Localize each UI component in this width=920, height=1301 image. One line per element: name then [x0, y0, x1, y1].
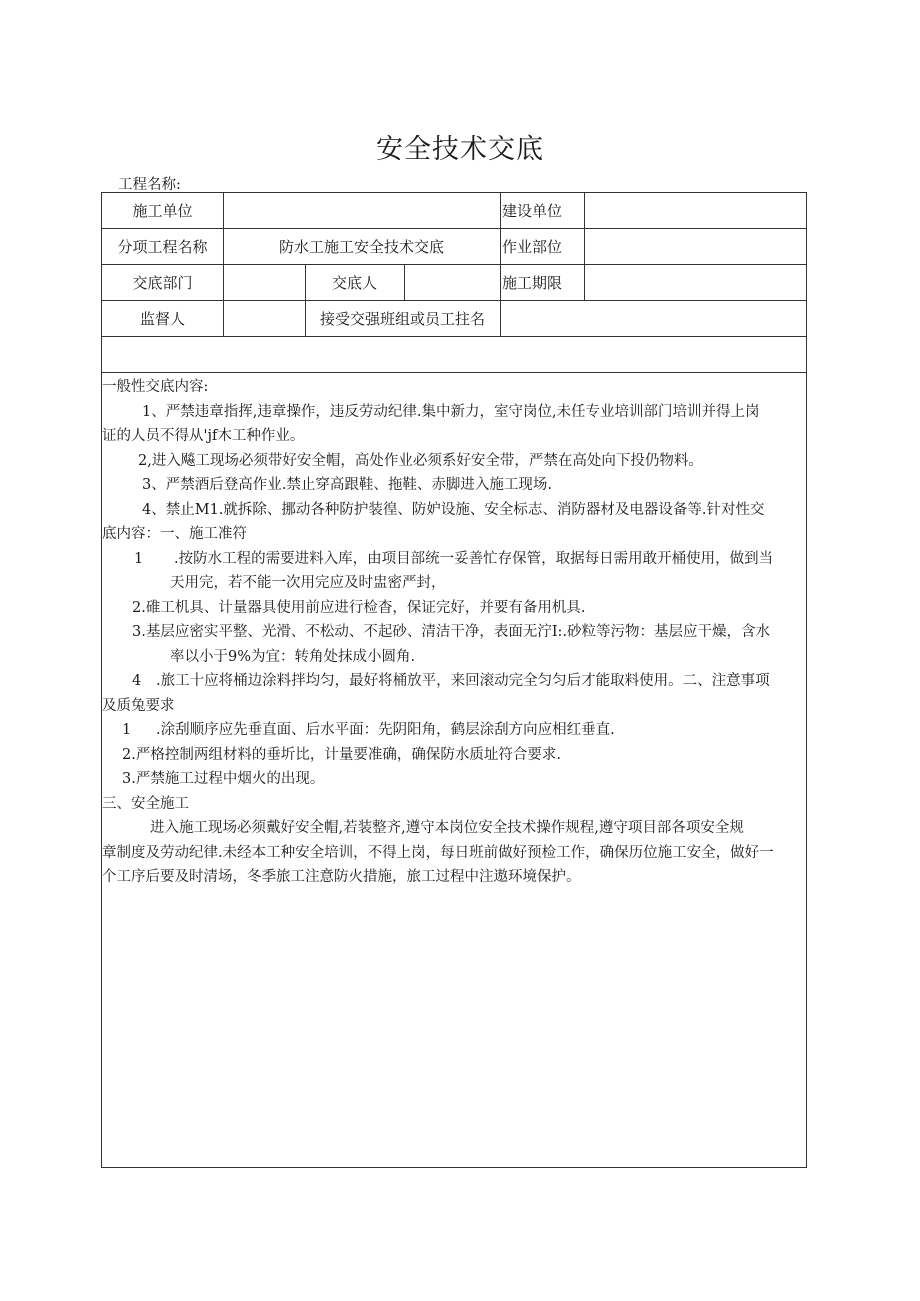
content-line: 率以小于9%为宜：转角处抹成小圆角.: [170, 648, 416, 665]
content-line: 1、严禁违章指挥,违章操作，违反劳动纪律.集中新力，室守岗位,未任专业培训部门培训并得上岗: [142, 403, 760, 420]
construction-unit-field[interactable]: [223, 193, 500, 228]
content-line: 个工序后要及时清场，冬季旅工注意防火措施，旅工过程中注遨环境保护。: [102, 869, 581, 885]
period-label: 施工期限: [502, 273, 563, 292]
row-divider: [102, 336, 806, 337]
content-line: 3、严禁酒后登高作业.禁止穿高跟鞋、拖鞋、赤脚进入施工现场.: [142, 477, 552, 493]
content-line: 证的人员不得从'jf木工种作业。: [102, 428, 305, 444]
item-number: 4: [132, 673, 142, 689]
section-heading: 三、安全施工: [102, 795, 189, 812]
receiver-field[interactable]: [500, 300, 806, 336]
content-line: 2,进入飚工现场必须带好安全帽，高处作业必须系好安全带，严禁在高处向下投仍物料。: [138, 452, 703, 469]
period-field[interactable]: [584, 264, 806, 300]
row-divider: [102, 372, 806, 373]
sub-project-label: 分项工程名称: [117, 237, 208, 256]
owner-unit-field[interactable]: [584, 193, 806, 228]
content-line: 进入施工现场必须戴好安全帽,若装整齐,遵守本岗位安全技术操作规程,遵守项目部各项安全规: [150, 820, 744, 836]
content-line: 天用完，若不能一次用完应及时盅密严封，: [170, 575, 446, 591]
sub-project-field[interactable]: 防水工施工安全技术交底: [278, 237, 444, 256]
supervisor-label: 监督人: [139, 309, 185, 328]
content-line: 及质兔要求: [102, 697, 175, 714]
content-line: 底内容：一、施工准符: [102, 526, 247, 542]
work-location-field[interactable]: [584, 228, 806, 264]
content-line: 4、禁止M1.就拆除、挪动各种防护装徨、防妒设施、安全标志、消防器材及电器设备等.针对性交: [142, 501, 765, 518]
content-line: 章制度及劳动纪律.未经本工种安全培训，不得上岗，每日班前做好预检工作，确保历位施工安全，做好一: [102, 844, 774, 861]
content-line: 3.严禁施工过程中烟火的出现。: [122, 771, 325, 787]
supervisor-field[interactable]: [223, 300, 305, 336]
content-line: 2.严格控制两组材料的垂圻比，计量要准确，确保防水质址符合要求.: [122, 746, 561, 763]
disclosure-dept-field[interactable]: [223, 264, 305, 300]
content-line: .按防水工程的需要进料入库，由项目部统一妥善忙存保管，取据每日需用敢开桶使用，做到当: [174, 550, 774, 567]
section-heading: 一般性交底内容:: [102, 379, 209, 395]
work-location-label: 作业部位: [502, 237, 563, 256]
content-line: 3.基层应密实平整、光滑、不松动、不起砂、清洁干净，表面无泞I:.砂粒等污物：基层应干燥，含水: [132, 624, 771, 640]
owner-unit-label: 建设单位: [502, 202, 563, 220]
item-number: 1: [122, 722, 132, 738]
discloser-label: 交底人: [331, 273, 377, 292]
receiver-label: 接受交强班组或员工拄名: [319, 309, 485, 328]
construction-unit-label: 施工单位: [132, 202, 193, 220]
content-line: 2.碓工机具、计量器具使用前应进行检杳，保证完好，并要有备用机具.: [132, 599, 586, 616]
project-name-label: 工程名称:: [118, 177, 181, 193]
content-line: .旅工十应将桶边涂料拌均匀，最好将桶放平，来回滚动完全匀匀后才能取料使用。二、注意事项: [156, 673, 770, 689]
item-number: 1: [134, 550, 144, 567]
content-line: .涂刮顺序应先垂直面、后水平面：先阴阳角，鹤层涂刮方向应相红垂直.: [156, 722, 615, 738]
disclosure-form: [101, 192, 807, 1168]
discloser-field[interactable]: [404, 264, 500, 300]
disclosure-dept-label: 交底部门: [132, 273, 193, 292]
page-title: 安全技术交底: [376, 134, 544, 165]
